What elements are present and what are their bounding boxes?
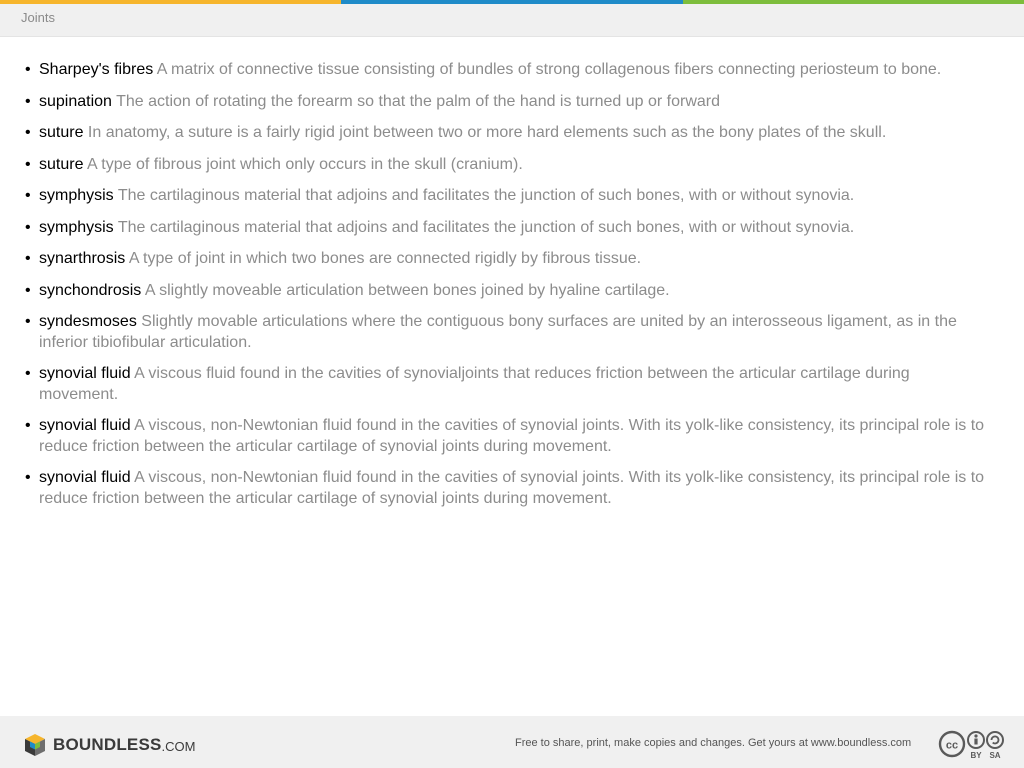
bullet-icon: •	[25, 417, 31, 434]
bullet-icon: •	[25, 250, 31, 267]
logo-tld: .COM	[161, 738, 196, 754]
bullet-icon: •	[25, 281, 31, 299]
bullet-icon: •	[25, 365, 31, 382]
term-word: synovial fluid	[39, 417, 131, 434]
bullet-icon: •	[25, 92, 31, 110]
term-item	[0, 249, 1024, 270]
term-item	[0, 186, 1024, 207]
term-item	[0, 218, 1024, 239]
term-word: synchondrosis	[39, 281, 142, 299]
term-definition: A type of joint in which two bones are connected rigidly by fibrous tissue.	[128, 250, 642, 267]
bullet-icon: •	[25, 124, 31, 141]
boundless-cube-icon	[22, 732, 48, 758]
term-definition: The cartilaginous material that adjoins and facilitates the junction of such bones, with or without synovia.	[117, 187, 855, 204]
bullet-icon: •	[25, 155, 31, 173]
term-definition: The cartilaginous material that adjoins and facilitates the junction of such bones, with or without synovia.	[117, 218, 855, 236]
license-sa-label: SA	[989, 751, 1001, 760]
term-word: synovial fluid	[39, 365, 131, 382]
logo-wordmark: BOUNDLESS	[53, 735, 162, 754]
term-definition: A slightly moveable articulation between bones joined by hyaline cartilage.	[144, 281, 670, 299]
term-item	[0, 468, 1024, 509]
term-word: Sharpey's fibres	[39, 61, 154, 78]
term-item	[0, 281, 1024, 302]
term-word: synovial fluid	[39, 469, 131, 486]
term-definition: Slightly movable articulations where the contiguous bony surfaces are united by an interosseous ligament, as in the inferior tibiofibular articulation.	[39, 313, 957, 351]
term-definition: A type of fibrous joint which only occurs in the skull (cranium).	[87, 155, 523, 173]
slide-content	[0, 60, 1024, 520]
slide-title: Joints	[21, 10, 55, 25]
term-item	[0, 155, 1024, 176]
slide-footer	[0, 716, 1024, 768]
term-definition: The action of rotating the forearm so that the palm of the hand is turned up or forward	[116, 92, 721, 110]
term-word: suture	[39, 155, 84, 173]
bullet-icon: •	[25, 61, 31, 78]
slide-header	[0, 4, 1024, 37]
bullet-icon: •	[25, 469, 31, 486]
svg-text:cc: cc	[945, 739, 959, 752]
term-item	[0, 60, 1024, 81]
bullet-icon: •	[25, 313, 31, 330]
term-definition: In anatomy, a suture is a fairly rigid joint between two or more hard elements such as the bony plates of the skull.	[87, 124, 887, 141]
footer-notice: Free to share, print, make copies and changes. Get yours at www.boundless.com	[515, 737, 912, 749]
term-word: supination	[39, 92, 112, 110]
term-word: suture	[39, 124, 84, 141]
term-word: syndesmoses	[39, 313, 137, 330]
term-word: symphysis	[39, 218, 114, 236]
term-item	[0, 123, 1024, 144]
term-item	[0, 312, 1024, 353]
term-definition: A viscous, non-Newtonian fluid found in the cavities of synovial joints. With its yolk-like consistency, its principal role is to reduce friction between the articular cartilage of synovial joints during movement.	[39, 469, 985, 507]
term-list	[0, 60, 1024, 509]
cc-by-sa-icon[interactable]	[938, 728, 1006, 760]
term-definition: A viscous fluid found in the cavities of synovialjoints that reduces friction between the articular cartilage during movement.	[39, 365, 910, 403]
license-by-label: BY	[970, 751, 982, 760]
term-definition: A matrix of connective tissue consisting of bundles of strong collagenous fibers connecting periosteum to bone.	[156, 61, 942, 78]
boundless-logo[interactable]	[22, 732, 196, 758]
bullet-icon: •	[25, 218, 31, 236]
bullet-icon: •	[25, 187, 31, 204]
term-item	[0, 364, 1024, 405]
term-item	[0, 92, 1024, 113]
term-item	[0, 416, 1024, 457]
term-word: synarthrosis	[39, 250, 126, 267]
term-word: symphysis	[39, 187, 114, 204]
term-definition: A viscous, non-Newtonian fluid found in the cavities of synovial joints. With its yolk-like consistency, its principal role is to reduce friction between the articular cartilage of synovial joints during movement.	[39, 417, 985, 455]
